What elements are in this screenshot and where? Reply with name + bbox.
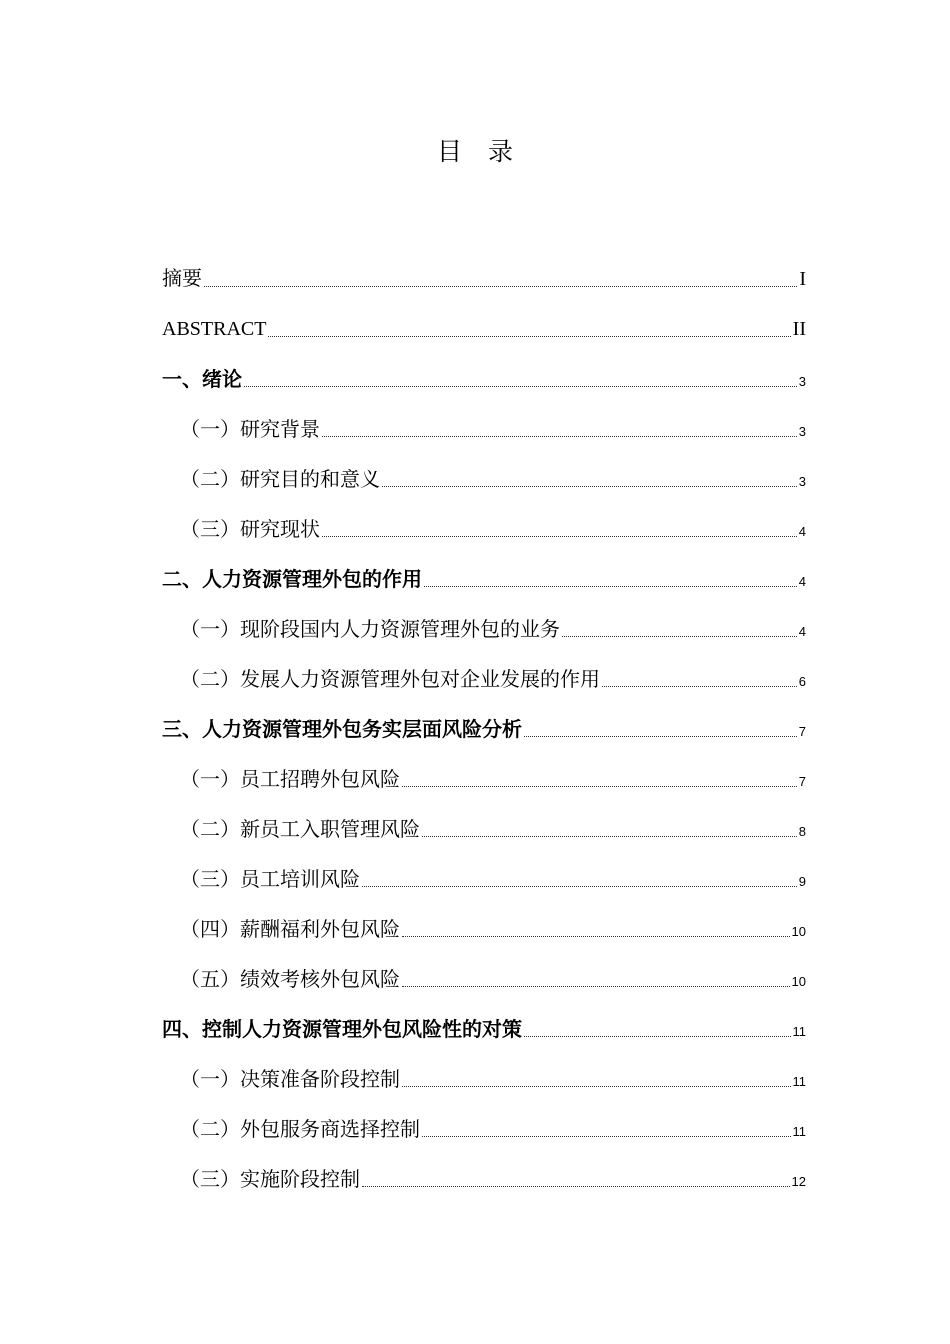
toc-entry[interactable] <box>162 305 806 355</box>
toc-entry-text: （三）实施阶段控制 <box>180 1167 360 1191</box>
toc-page-number: 9 <box>798 874 806 889</box>
toc-entry-text: ABSTRACT <box>162 318 267 340</box>
toc-entry[interactable] <box>162 855 806 905</box>
toc-entry[interactable] <box>162 605 806 655</box>
toc-entry[interactable] <box>162 955 806 1005</box>
dot-leader <box>204 286 797 287</box>
toc-page-number: 4 <box>798 524 806 539</box>
toc-entry-text: 摘要 <box>162 268 202 290</box>
toc-entry-text: （三）员工培训风险 <box>180 867 360 891</box>
page-title: 目录 <box>436 137 539 166</box>
dot-leader <box>524 1036 791 1037</box>
toc-entry[interactable] <box>162 805 806 855</box>
toc-page-number: 7 <box>798 724 806 739</box>
dot-leader <box>322 536 797 537</box>
table-of-contents <box>162 255 806 1205</box>
toc-entry-text: （一）研究背景 <box>180 417 320 441</box>
toc-entry-text: （二）发展人力资源管理外包对企业发展的作用 <box>180 667 600 691</box>
dot-leader <box>402 986 790 987</box>
toc-page-number: II <box>792 318 806 340</box>
toc-entry-text: （二）新员工入职管理风险 <box>180 817 420 841</box>
toc-entry[interactable] <box>162 1155 806 1205</box>
toc-entry-text: （四）薪酬福利外包风险 <box>180 917 400 941</box>
toc-page-number: 3 <box>798 374 806 389</box>
dot-leader <box>244 386 797 387</box>
dot-leader <box>524 736 797 737</box>
toc-entry[interactable] <box>162 1055 806 1105</box>
toc-entry[interactable] <box>162 1005 806 1055</box>
toc-entry[interactable] <box>162 905 806 955</box>
toc-page-number: 12 <box>791 1174 806 1189</box>
dot-leader <box>422 836 797 837</box>
dot-leader <box>362 886 797 887</box>
toc-entry-text: 一、绪论 <box>162 367 242 391</box>
toc-entry-text: 二、人力资源管理外包的作用 <box>162 567 422 591</box>
toc-page-number: 4 <box>798 624 806 639</box>
toc-page-number: 10 <box>791 974 806 989</box>
toc-page-number: 11 <box>792 1124 806 1139</box>
dot-leader <box>602 686 797 687</box>
toc-page-number: 4 <box>798 574 806 589</box>
toc-entry-text: （二）研究目的和意义 <box>180 467 380 491</box>
toc-entry-text: （一）员工招聘外包风险 <box>180 767 400 791</box>
dot-leader <box>362 1186 790 1187</box>
dot-leader <box>382 486 797 487</box>
dot-leader <box>402 786 797 787</box>
dot-leader <box>322 436 797 437</box>
toc-page-number: 10 <box>791 924 806 939</box>
dot-leader <box>268 336 790 337</box>
toc-entry[interactable] <box>162 405 806 455</box>
toc-entry[interactable] <box>162 555 806 605</box>
toc-page-number: 7 <box>798 774 806 789</box>
toc-entry[interactable] <box>162 255 806 305</box>
dot-leader <box>422 1136 791 1137</box>
toc-entry[interactable] <box>162 455 806 505</box>
toc-page-number: 3 <box>798 474 806 489</box>
toc-entry-text: （二）外包服务商选择控制 <box>180 1117 420 1141</box>
toc-entry-text: 四、控制人力资源管理外包风险性的对策 <box>162 1017 522 1041</box>
toc-entry-text: （五）绩效考核外包风险 <box>180 967 400 991</box>
dot-leader <box>424 586 797 587</box>
toc-entry[interactable] <box>162 1105 806 1155</box>
toc-entry[interactable] <box>162 505 806 555</box>
toc-entry-text: 三、人力资源管理外包务实层面风险分析 <box>162 717 522 741</box>
toc-entry-text: （一）决策准备阶段控制 <box>180 1067 400 1091</box>
toc-page-number: 6 <box>798 674 806 689</box>
toc-page-number: 3 <box>798 424 806 439</box>
toc-entry-text: （一）现阶段国内人力资源管理外包的业务 <box>180 617 560 641</box>
toc-entry-text: （三）研究现状 <box>180 517 320 541</box>
toc-entry[interactable] <box>162 355 806 405</box>
toc-page-number: 11 <box>792 1024 806 1039</box>
toc-page-number: 8 <box>798 824 806 839</box>
toc-entry[interactable] <box>162 755 806 805</box>
toc-page-number: I <box>799 268 806 290</box>
dot-leader <box>562 636 797 637</box>
toc-page-number: 11 <box>792 1074 806 1089</box>
dot-leader <box>402 1086 791 1087</box>
toc-entry[interactable] <box>162 705 806 755</box>
dot-leader <box>402 936 790 937</box>
toc-entry[interactable] <box>162 655 806 705</box>
